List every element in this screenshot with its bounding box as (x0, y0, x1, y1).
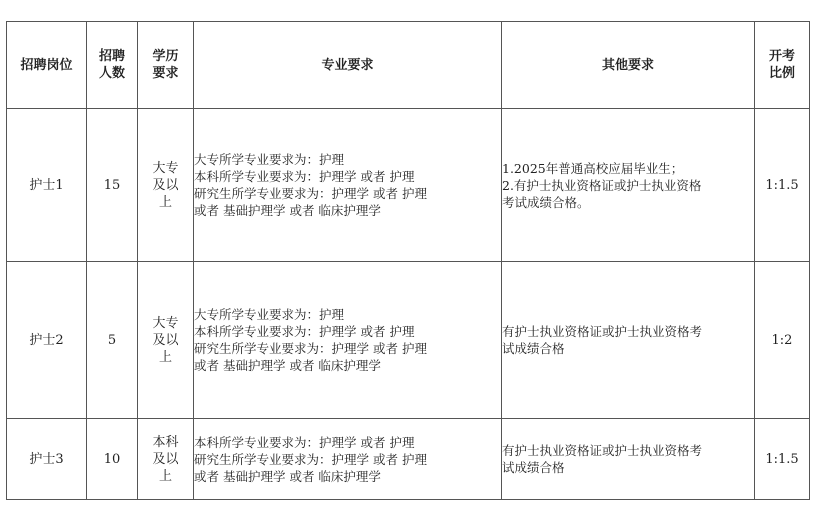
count-cell: 5 (87, 262, 138, 419)
recruitment-table (6, 21, 810, 500)
header-education: 学历 要求 (138, 22, 194, 109)
ratio-cell: 1:1.5 (755, 419, 810, 500)
position-cell: 护士1 (7, 109, 87, 262)
ratio-cell: 1:2 (755, 262, 810, 419)
major-cell: 大专所学专业要求为：护理 本科所学专业要求为：护理学 或者 护理 研究生所学专业要求为：护理学 或者 护理 或者 基础护理学 或者 临床护理学 (194, 109, 502, 262)
header-ratio: 开考 比例 (755, 22, 810, 109)
other-cell: 有护士执业资格证或护士执业资格考 试成绩合格 (502, 262, 755, 419)
position-cell: 护士3 (7, 419, 87, 500)
education-cell: 本科 及以 上 (138, 419, 194, 500)
table-row (7, 419, 810, 500)
header-major: 专业要求 (194, 22, 502, 109)
major-cell: 大专所学专业要求为：护理 本科所学专业要求为：护理学 或者 护理 研究生所学专业要求为：护理学 或者 护理 或者 基础护理学 或者 临床护理学 (194, 262, 502, 419)
position-cell: 护士2 (7, 262, 87, 419)
table-row (7, 109, 810, 262)
header-row (7, 22, 810, 109)
education-cell: 大专 及以 上 (138, 109, 194, 262)
count-cell: 15 (87, 109, 138, 262)
other-cell: 1.2025年普通高校应届毕业生； 2.有护士执业资格证或护士执业资格 考试成绩合格。 (502, 109, 755, 262)
other-cell: 有护士执业资格证或护士执业资格考 试成绩合格 (502, 419, 755, 500)
count-cell: 10 (87, 419, 138, 500)
major-cell: 本科所学专业要求为：护理学 或者 护理 研究生所学专业要求为：护理学 或者 护理 或者 基础护理学 或者 临床护理学 (194, 419, 502, 500)
header-other: 其他要求 (502, 22, 755, 109)
header-position: 招聘岗位 (7, 22, 87, 109)
header-count: 招聘 人数 (87, 22, 138, 109)
education-cell: 大专 及以 上 (138, 262, 194, 419)
ratio-cell: 1:1.5 (755, 109, 810, 262)
table-row (7, 262, 810, 419)
